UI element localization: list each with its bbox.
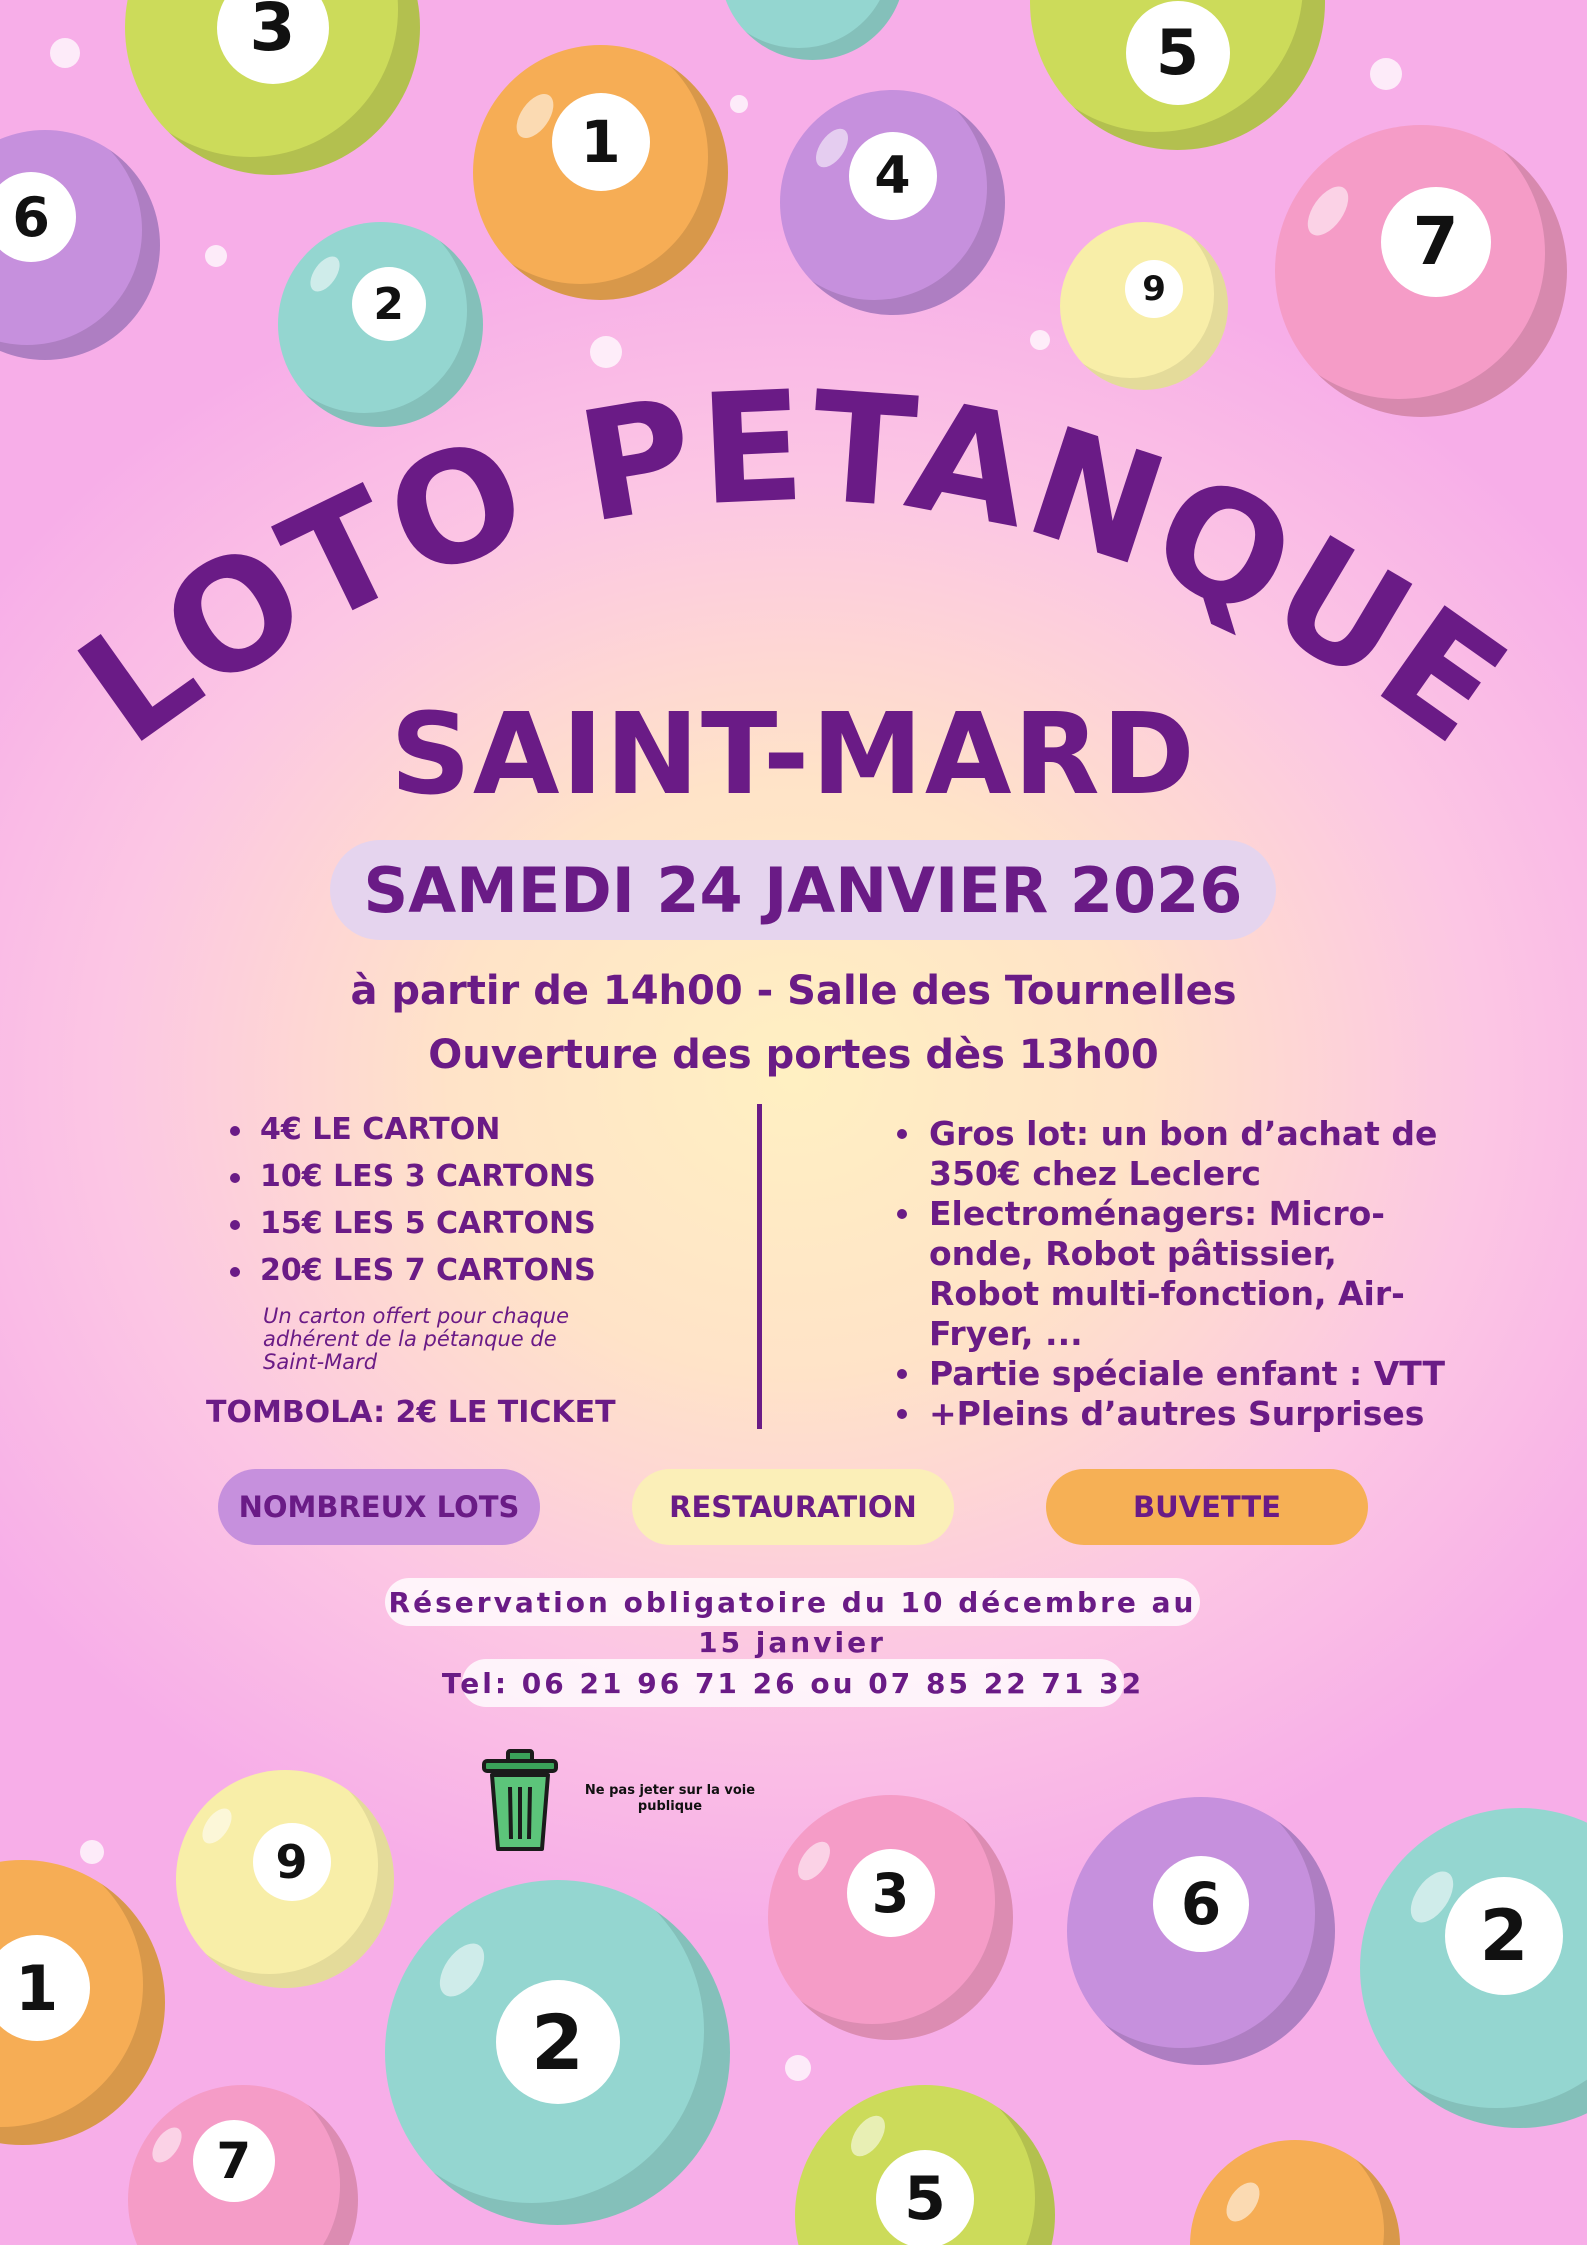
lotto-ball <box>176 1770 394 1988</box>
trash-bin-icon <box>480 1745 560 1857</box>
town-name: SAINT-MARD <box>390 690 1197 820</box>
ball-number: 2 <box>1445 1877 1563 1995</box>
price-list <box>230 1112 596 1300</box>
reservation-phone: Tel: 06 21 96 71 26 ou 07 85 22 71 32 <box>462 1659 1124 1707</box>
ball-number: 7 <box>1381 187 1491 297</box>
price-item: 15€ LES 5 CARTONS <box>230 1206 596 1253</box>
prize-item: Partie spéciale enfant : VTT <box>897 1354 1457 1394</box>
poster-title: LOTO PETANQUE <box>48 370 1538 779</box>
decor-dot <box>50 38 80 68</box>
ball-number: 2 <box>496 1980 620 2104</box>
decor-dot <box>205 245 227 267</box>
lotto-ball <box>0 1860 165 2145</box>
lotto-ball <box>1030 0 1325 150</box>
lotto-ball <box>1067 1797 1335 2065</box>
lotto-ball <box>1190 2140 1400 2245</box>
price-item: 10€ LES 3 CARTONS <box>230 1159 596 1206</box>
decor-dot <box>80 1840 104 1864</box>
decor-dot <box>1030 330 1050 350</box>
lotto-ball <box>128 2085 358 2245</box>
decor-dot <box>590 336 622 368</box>
price-item: 20€ LES 7 CARTONS <box>230 1253 596 1300</box>
ball-number: 9 <box>253 1823 331 1901</box>
decor-dot <box>785 2055 811 2081</box>
lotto-ball <box>768 1795 1013 2040</box>
ball-number: 3 <box>217 0 329 84</box>
start-time-location: à partir de 14h00 - Salle des Tournelles <box>350 968 1237 1014</box>
prize-item: Gros lot: un bon d’achat de 350€ chez Leclerc <box>897 1114 1457 1194</box>
lotto-ball <box>473 45 728 300</box>
lotto-ball <box>720 0 905 60</box>
tag-buvette: BUVETTE <box>1046 1469 1368 1545</box>
lotto-ball <box>1360 1808 1587 2128</box>
tombola-price: TOMBOLA: 2€ LE TICKET <box>206 1395 616 1430</box>
ball-number: 3 <box>847 1849 935 1937</box>
lotto-ball <box>125 0 420 175</box>
ball-number: 5 <box>876 2150 974 2245</box>
price-item: 4€ LE CARTON <box>230 1112 596 1159</box>
decor-dot <box>1370 58 1402 90</box>
ball-number: 6 <box>1153 1856 1249 1952</box>
tag-nombreux-lots: NOMBREUX LOTS <box>218 1469 540 1545</box>
disposal-note: Ne pas jeter sur la voie publique <box>584 1783 756 1814</box>
event-date: SAMEDI 24 JANVIER 2026 <box>330 840 1276 940</box>
reservation-line2: 15 janvier <box>698 1625 886 1659</box>
reservation-line1: Réservation obligatoire du 10 décembre au <box>385 1578 1200 1626</box>
prize-item: +Pleins d’autres Surprises <box>897 1394 1457 1434</box>
lotto-ball <box>385 1880 730 2225</box>
ball-number: 6 <box>0 172 76 262</box>
doors-opening: Ouverture des portes dès 13h00 <box>428 1032 1159 1078</box>
lotto-ball <box>1060 222 1228 390</box>
ball-number: 9 <box>1125 260 1183 318</box>
prize-list <box>897 1114 1457 1434</box>
ball-number: 7 <box>193 2120 275 2202</box>
decor-dot <box>730 95 748 113</box>
ball-number: 4 <box>849 132 937 220</box>
ball-number: 1 <box>552 93 650 191</box>
lotto-ball <box>780 90 1005 315</box>
ball-number: 2 <box>352 267 426 341</box>
ball-number: 5 <box>1126 1 1230 105</box>
lotto-ball <box>795 2085 1055 2245</box>
member-note: Un carton offert pour chaque adhérent de la pétanque de Saint-Mard <box>263 1304 570 1374</box>
prize-item: Electroménagers: Micro-onde, Robot pâtissier, Robot multi-fonction, Air-Fryer, ... <box>897 1194 1457 1354</box>
column-divider <box>757 1104 762 1429</box>
lotto-ball <box>0 130 160 360</box>
tag-restauration: RESTAURATION <box>632 1469 954 1545</box>
ball-number: 1 <box>0 1935 90 2041</box>
